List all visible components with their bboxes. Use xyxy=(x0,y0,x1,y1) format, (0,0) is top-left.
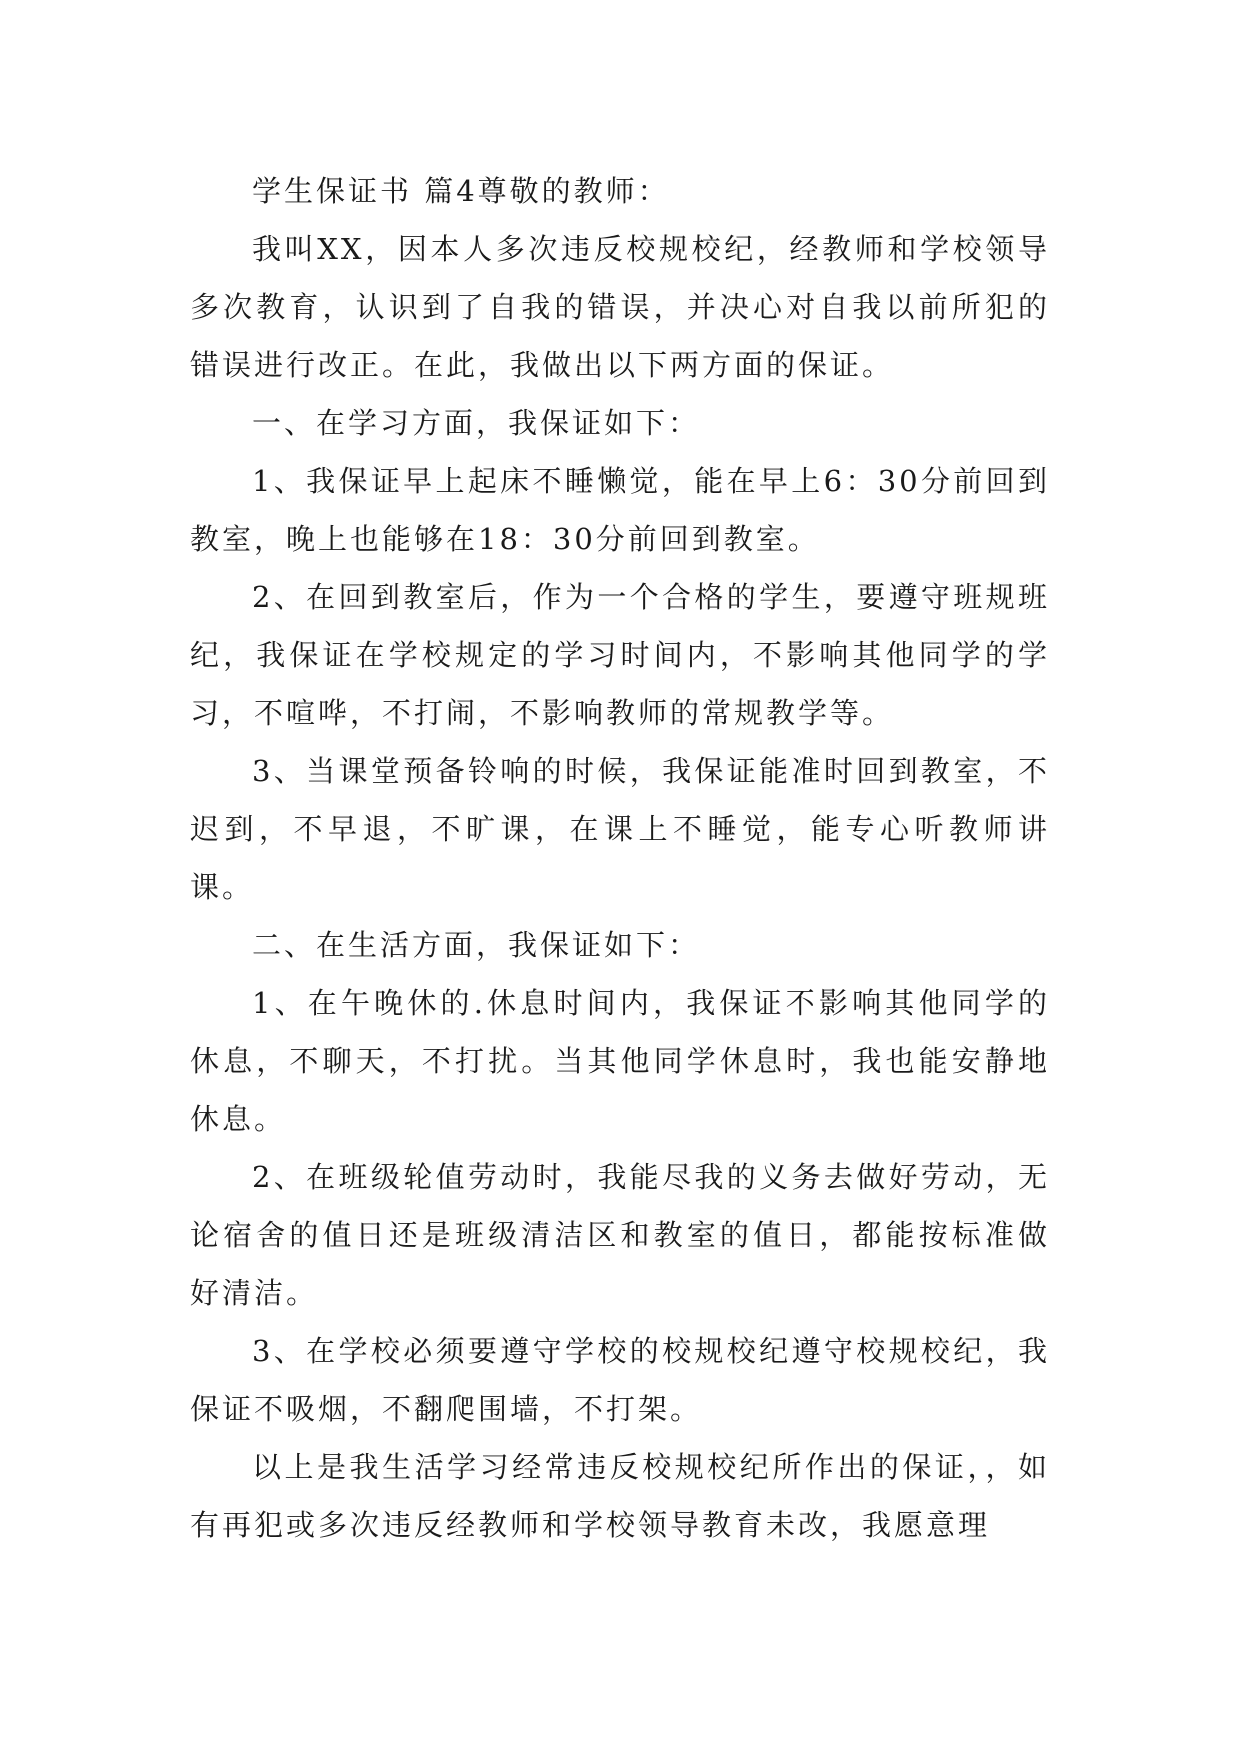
study-item-1: 1、我保证早上起床不睡懒觉，能在早上6：30分前回到教室，晚上也能够在18：30分前回到教室。 xyxy=(190,464,1050,556)
document-body xyxy=(190,162,1050,1554)
intro-paragraph: 我叫XX，因本人多次违反校规校纪，经教师和学校领导多次教育，认识到了自我的错误，并决心对自我以前所犯的错误进行改正。在此，我做出以下两方面的保证。 xyxy=(190,232,1050,382)
greeting-line: 学生保证书 篇4尊敬的教师： xyxy=(252,174,670,208)
life-item-3: 3、在学校必须要遵守学校的校规校纪遵守校规校纪，我保证不吸烟，不翻爬围墙，不打架。 xyxy=(190,1334,1050,1426)
closing-paragraph: 以上是我生活学习经常违反校规校纪所作出的保证，，如有再犯或多次违反经教师和学校领导教育未改，我愿意理 xyxy=(190,1450,1050,1542)
section-heading-study: 一、在学习方面，我保证如下： xyxy=(252,406,701,440)
life-item-2: 2、在班级轮值劳动时，我能尽我的义务去做好劳动，无论宿舍的值日还是班级清洁区和教室的值日，都能按标准做好清洁。 xyxy=(190,1160,1050,1310)
section-heading-life: 二、在生活方面，我保证如下： xyxy=(252,928,701,962)
study-item-2: 2、在回到教室后，作为一个合格的学生，要遵守班规班纪，我保证在学校规定的学习时间内，不影响其他同学的学习，不喧哗，不打闹，不影响教师的常规教学等。 xyxy=(190,580,1050,730)
study-item-3: 3、当课堂预备铃响的时候，我保证能准时回到教室，不迟到，不早退，不旷课，在课上不睡觉，能专心听教师讲课。 xyxy=(190,754,1050,904)
life-item-1: 1、在午晚休的.休息时间内，我保证不影响其他同学的休息，不聊天，不打扰。当其他同学休息时，我也能安静地休息。 xyxy=(190,986,1050,1136)
